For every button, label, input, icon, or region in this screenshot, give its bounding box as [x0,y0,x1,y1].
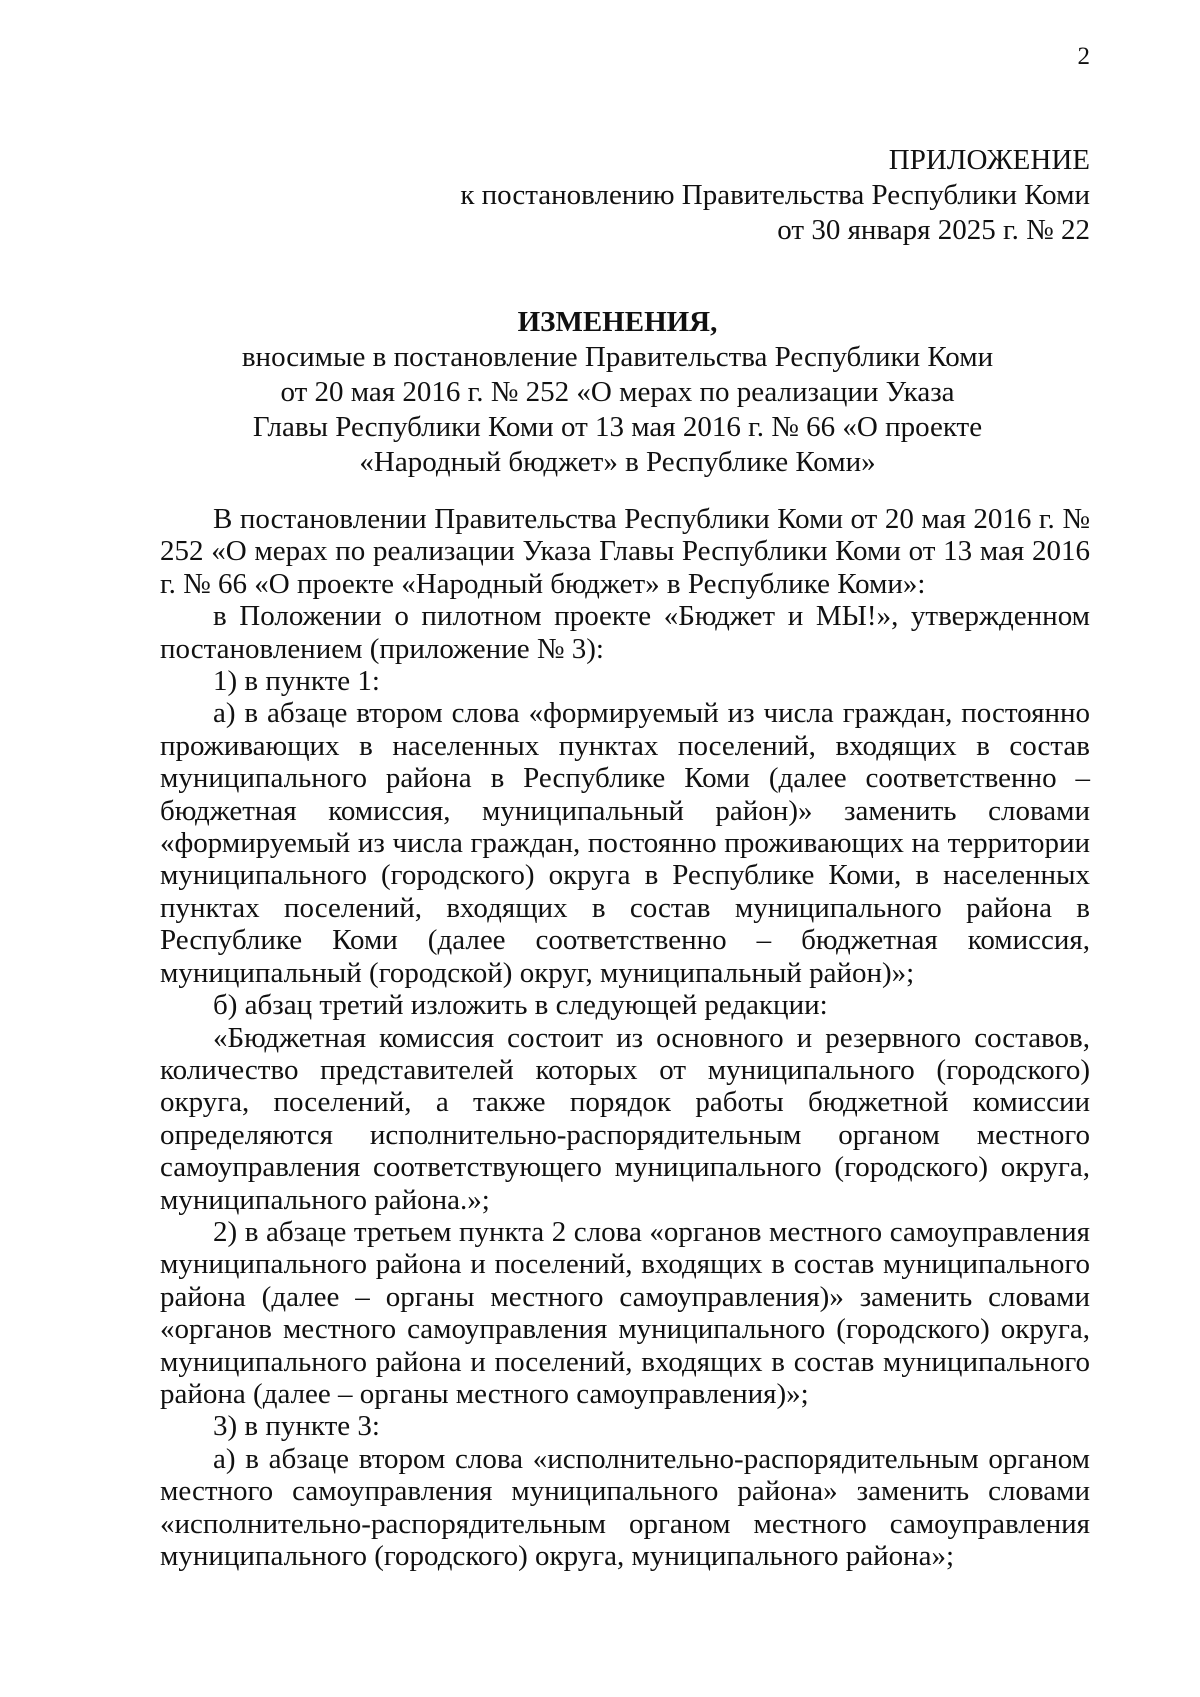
title-line-3: Главы Республики Коми от 13 мая 2016 г. № 66 «О проекте [252,411,983,443]
page-number: 2 [1077,43,1090,70]
appendix-label: ПРИЛОЖЕНИЕ [888,144,1090,176]
paragraph: В постановлении Правительства Республики Коми от 20 мая 2016 г. № 252 «О мерах по реализации Указа Главы Республики Коми от 13 мая 2016 г. № 66 «О проекте «Народный бюджет» в Республике Коми»: [160,503,1090,600]
paragraph: в Положении о пилотном проекте «Бюджет и МЫ!», утвержденном постановлением (приложение № 3): [160,600,1090,665]
title-line-1: вносимые в постановление Правительства Республики Коми [241,341,994,373]
document-body [160,503,1090,1572]
paragraph: «Бюджетная комиссия состоит из основного и резервного составов, количество представителей которых от муниципального (городского) округа, поселений, а также порядок работы бюджетной комиссии определяются исполнительно-распорядительным органом местного самоуправления соответствующего муниципального (городского) округа, муниципального района.»; [160,1021,1090,1216]
paragraph: а) в абзаце втором слова «формируемый из числа граждан, постоянно проживающих в населенных пунктах поселений, входящих в состав муниципального района в Республике Коми (далее соответственно – бюджетная комиссия, муниципальный район)» заменить словами «формируемый из числа граждан, постоянно проживающих на территории муниципального (городского) округа в Республике Коми, в населенных пунктах поселений, входящих в состав муниципального района в Республике Коми (далее соответственно – бюджетная комиссия, муниципальный (городской) округ, муниципальный район)»; [160,697,1090,989]
paragraph: 1) в пункте 1: [213,665,380,698]
document-title-block [150,305,1085,480]
appendix-header [460,143,1090,248]
paragraph: 2) в абзаце третьем пункта 2 слова «органов местного самоуправления муниципального района и поселений, входящих в состав муниципального района (далее – органы местного самоуправления)» заменить словами «органов местного самоуправления муниципального (городского) округа, муниципального района и поселений, входящих в состав муниципального района (далее – органы местного самоуправления)»; [160,1215,1090,1410]
appendix-reference: к постановлению Правительства Республики Коми [460,179,1090,211]
paragraph: а) в абзаце втором слова «исполнительно-распорядительным органом местного самоуправления муниципального района» заменить словами «исполнительно-распорядительным органом местного самоуправления муниципального (городского) округа, муниципального района»; [160,1442,1090,1572]
paragraph: б) абзац третий изложить в следующей редакции: [213,989,828,1022]
paragraph: 3) в пункте 3: [213,1410,380,1443]
title-line-4: «Народный бюджет» в Республике Коми» [359,446,876,478]
appendix-date: от 30 января 2025 г. № 22 [777,214,1090,246]
document-title: ИЗМЕНЕНИЯ, [517,306,718,338]
title-line-2: от 20 мая 2016 г. № 252 «О мерах по реализации Указа [280,376,955,408]
